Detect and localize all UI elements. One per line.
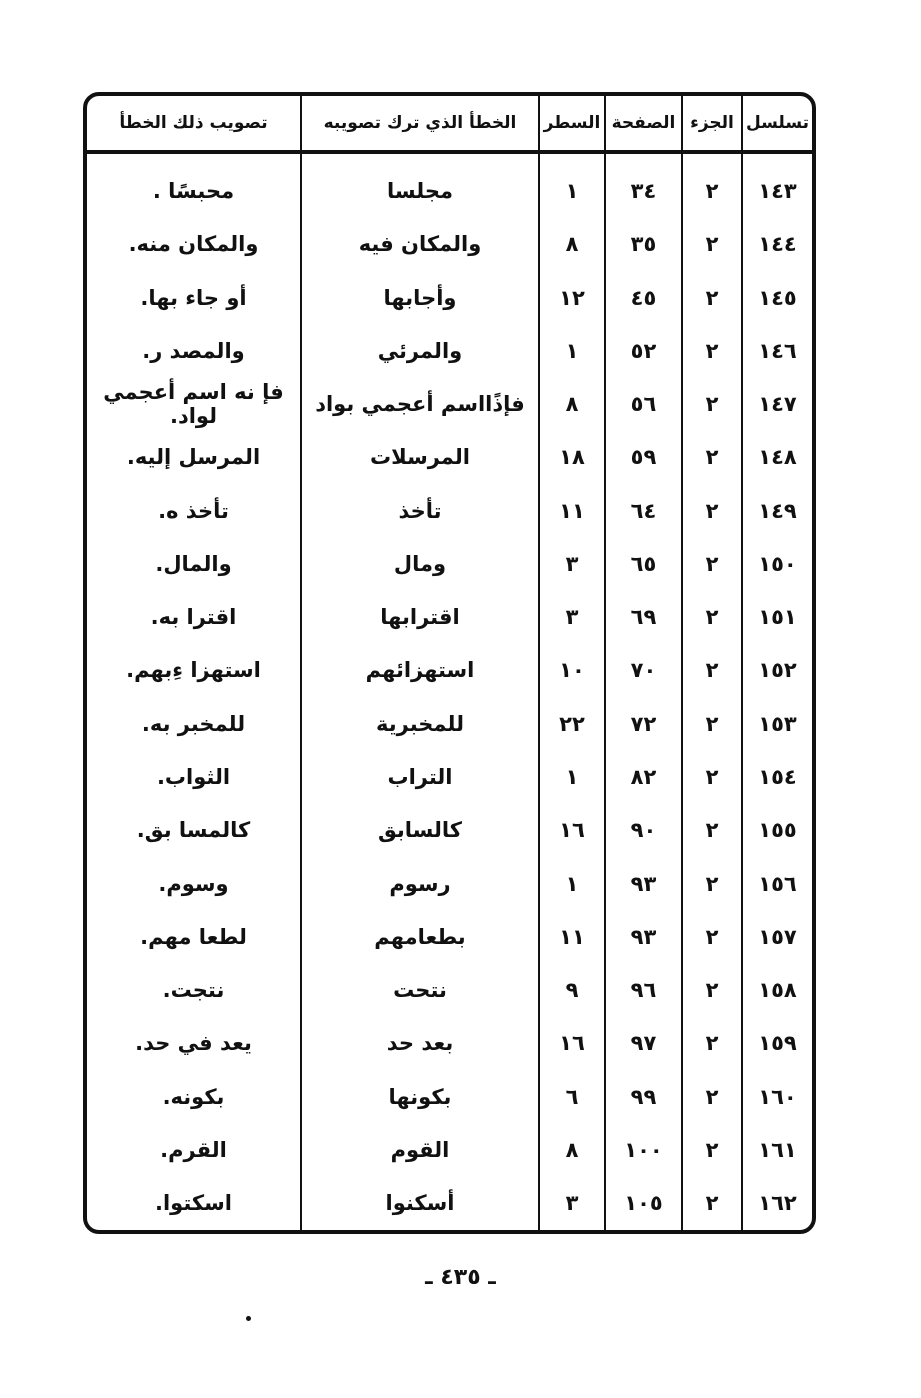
- cell-line: ١٢: [539, 271, 605, 324]
- cell-page: ٧٠: [605, 644, 682, 697]
- cell-correction: اسكتوا.: [155, 1191, 232, 1216]
- cell-error: مجلسا: [301, 152, 539, 218]
- stray-dot: [246, 1316, 251, 1321]
- cell-line: ٦: [539, 1070, 605, 1123]
- cell-error: أسكنوا: [301, 1176, 539, 1230]
- cell-serial: ١٥٣: [742, 697, 812, 750]
- cell-serial: ١٥٥: [742, 804, 812, 857]
- cell-part: ٢: [682, 910, 742, 963]
- cell-correction: نتجت.: [162, 978, 225, 1003]
- cell-correction: للمخبر به.: [141, 711, 246, 736]
- table-row: [87, 271, 812, 324]
- cell-line: ٣: [539, 591, 605, 644]
- cell-correction: المرسل إليه.: [126, 445, 261, 470]
- cell-part: ٢: [682, 750, 742, 803]
- cell-line: ١٠: [539, 644, 605, 697]
- cell-part: ٢: [682, 484, 742, 537]
- table-row: [87, 910, 812, 963]
- cell-line: ١٨: [539, 431, 605, 484]
- table-row: [87, 804, 812, 857]
- cell-page: ٩٩: [605, 1070, 682, 1123]
- cell-error: رسوم: [301, 857, 539, 910]
- cell-page: ٤٥: [605, 271, 682, 324]
- cell-serial: ١٤٤: [742, 218, 812, 271]
- cell-page: ٩٧: [605, 1017, 682, 1070]
- cell-page: ٥٩: [605, 431, 682, 484]
- table-row: [87, 377, 812, 430]
- cell-correction: والمال.: [155, 551, 232, 576]
- cell-part: ٢: [682, 1070, 742, 1123]
- cell-page: ٩٦: [605, 963, 682, 1016]
- cell-error: كالسابق: [301, 804, 539, 857]
- cell-correction: كالمسا بق.: [136, 818, 251, 843]
- cell-serial: ١٥١: [742, 591, 812, 644]
- table-row: [87, 324, 812, 377]
- cell-line: ١: [539, 857, 605, 910]
- header-line: السطر: [539, 96, 605, 152]
- cell-part: ٢: [682, 1123, 742, 1176]
- cell-page: ٦٩: [605, 591, 682, 644]
- table-row: [87, 484, 812, 537]
- cell-serial: ١٦١: [742, 1123, 812, 1176]
- cell-serial: ١٦٠: [742, 1070, 812, 1123]
- cell-page: ٩٠: [605, 804, 682, 857]
- cell-error: القوم: [301, 1123, 539, 1176]
- cell-part: ٢: [682, 804, 742, 857]
- table-row: [87, 1176, 812, 1230]
- cell-serial: ١٦٢: [742, 1176, 812, 1230]
- cell-page: ٦٥: [605, 537, 682, 590]
- cell-error: نتحت: [301, 963, 539, 1016]
- header-serial: تسلسل: [742, 96, 812, 152]
- cell-part: ٢: [682, 1017, 742, 1070]
- cell-serial: ١٤٧: [742, 377, 812, 430]
- cell-serial: ١٤٥: [742, 271, 812, 324]
- table-row: [87, 750, 812, 803]
- cell-line: ١٦: [539, 1017, 605, 1070]
- cell-part: ٢: [682, 431, 742, 484]
- cell-correction: لطعا مهم.: [140, 924, 247, 949]
- table-row: [87, 644, 812, 697]
- cell-part: ٢: [682, 152, 742, 218]
- cell-page: ٥٢: [605, 324, 682, 377]
- cell-correction: بكونه.: [162, 1084, 225, 1109]
- cell-part: ٢: [682, 218, 742, 271]
- table-row: [87, 857, 812, 910]
- cell-line: ٨: [539, 218, 605, 271]
- table-row: [87, 963, 812, 1016]
- header-error: الخطأ الذي ترك تصويبه: [301, 96, 539, 152]
- table-row: [87, 537, 812, 590]
- cell-line: ١١: [539, 910, 605, 963]
- errata-table: [87, 96, 812, 1230]
- header-part: الجزء: [682, 96, 742, 152]
- cell-correction: محبسًا .: [152, 178, 235, 203]
- cell-serial: ١٥٠: [742, 537, 812, 590]
- cell-error: والمكان فيه: [301, 218, 539, 271]
- cell-correction: القرم.: [160, 1137, 227, 1162]
- cell-part: ٢: [682, 644, 742, 697]
- cell-line: ٢٢: [539, 697, 605, 750]
- cell-line: ١٦: [539, 804, 605, 857]
- cell-line: ٣: [539, 537, 605, 590]
- cell-page: ٩٣: [605, 857, 682, 910]
- table-row: [87, 218, 812, 271]
- cell-error: المرسلات: [301, 431, 539, 484]
- cell-serial: ١٤٩: [742, 484, 812, 537]
- cell-line: ١١: [539, 484, 605, 537]
- cell-page: ٥٦: [605, 377, 682, 430]
- cell-correction: فإ نه اسم أعجمي لواد.: [103, 380, 284, 429]
- table-row: [87, 431, 812, 484]
- cell-serial: ١٥٢: [742, 644, 812, 697]
- cell-error: فإذًااسم أعجمي بواد: [301, 377, 539, 430]
- cell-error: بكونها: [301, 1070, 539, 1123]
- cell-serial: ١٥٨: [742, 963, 812, 1016]
- table-row: [87, 152, 812, 218]
- cell-page: ٩٣: [605, 910, 682, 963]
- cell-serial: ١٤٣: [742, 152, 812, 218]
- cell-page: ٣٤: [605, 152, 682, 218]
- cell-part: ٢: [682, 963, 742, 1016]
- cell-correction: الثواب.: [156, 764, 231, 789]
- cell-page: ٧٢: [605, 697, 682, 750]
- cell-line: ٨: [539, 377, 605, 430]
- cell-part: ٢: [682, 324, 742, 377]
- cell-line: ٣: [539, 1176, 605, 1230]
- cell-serial: ١٥٤: [742, 750, 812, 803]
- cell-correction: وسوم.: [158, 871, 229, 896]
- cell-part: ٢: [682, 377, 742, 430]
- cell-error: بطعامهم: [301, 910, 539, 963]
- cell-error: للمخبرية: [301, 697, 539, 750]
- table-row: [87, 697, 812, 750]
- cell-error: استهزائهم: [301, 644, 539, 697]
- cell-serial: ١٤٦: [742, 324, 812, 377]
- cell-error: اقترابها: [301, 591, 539, 644]
- table-row: [87, 1123, 812, 1176]
- cell-line: ١: [539, 324, 605, 377]
- cell-part: ٢: [682, 271, 742, 324]
- table-row: [87, 1017, 812, 1070]
- cell-page: ٣٥: [605, 218, 682, 271]
- cell-serial: ١٤٨: [742, 431, 812, 484]
- cell-error: وأجابها: [301, 271, 539, 324]
- cell-correction: تأخذ ه.: [158, 498, 229, 523]
- cell-correction: اقترا به.: [150, 605, 237, 630]
- errata-table-body: [87, 152, 812, 1230]
- cell-part: ٢: [682, 591, 742, 644]
- cell-error: والمرئي: [301, 324, 539, 377]
- cell-correction: والمكان منه.: [128, 232, 259, 257]
- table-row: [87, 1070, 812, 1123]
- header-page: الصفحة: [605, 96, 682, 152]
- cell-correction: والمصد ر.: [142, 338, 245, 363]
- cell-part: ٢: [682, 857, 742, 910]
- cell-line: ١: [539, 750, 605, 803]
- cell-part: ٢: [682, 1176, 742, 1230]
- header-correction: تصويب ذلك الخطأ: [87, 96, 301, 152]
- cell-part: ٢: [682, 537, 742, 590]
- cell-serial: ١٥٩: [742, 1017, 812, 1070]
- cell-page: ١٠٠: [605, 1123, 682, 1176]
- table-header-row: [87, 96, 812, 152]
- cell-correction: أو جاء بها.: [140, 285, 247, 310]
- cell-page: ٦٤: [605, 484, 682, 537]
- table-row: [87, 591, 812, 644]
- cell-serial: ١٥٧: [742, 910, 812, 963]
- cell-page: ١٠٥: [605, 1176, 682, 1230]
- cell-line: ١: [539, 152, 605, 218]
- cell-line: ٨: [539, 1123, 605, 1176]
- cell-line: ٩: [539, 963, 605, 1016]
- cell-error: تأخذ: [301, 484, 539, 537]
- errata-table-frame: [83, 92, 816, 1234]
- cell-error: ومال: [301, 537, 539, 590]
- page-number: ـ ٤٣٥ ـ: [425, 1265, 496, 1290]
- cell-error: التراب: [301, 750, 539, 803]
- cell-correction: يعد في حد.: [135, 1031, 252, 1056]
- cell-error: بعد حد: [301, 1017, 539, 1070]
- cell-serial: ١٥٦: [742, 857, 812, 910]
- cell-part: ٢: [682, 697, 742, 750]
- cell-page: ٨٢: [605, 750, 682, 803]
- cell-correction: استهزا ءِبهم.: [126, 658, 261, 683]
